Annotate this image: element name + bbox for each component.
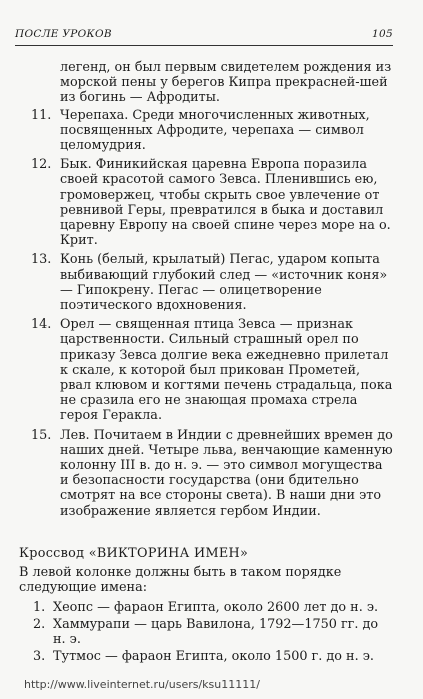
- item-text: Лев. Почитаем в Индии с древнейших времен до наших дней. Четыре льва, венчающие каменную колонну III в. до н. э. — это символ могущества и безопасности государства (они бдительно смотрят на все стороны света). В наши дни это изображение является гербом Индии.: [60, 427, 393, 519]
- item-number: 12.: [31, 157, 52, 173]
- section-heading: Кроссвод «ВИКТОРИНА ИМЕН»: [19, 545, 249, 561]
- answer-text: Хаммурапи — царь Вавилона, 1792—1750 гг. до н. э.: [53, 616, 379, 647]
- answer-text: Тутмос — фараон Египта, около 1500 г. до н. э.: [53, 649, 374, 665]
- section-intro: В левой колонке должны быть в таком порядке следующие имена:: [19, 565, 342, 596]
- header-rule: [15, 45, 393, 46]
- item-number: 11.: [31, 107, 52, 123]
- answer-item: [15, 649, 393, 664]
- item-text: Бык. Финикийская царевна Европа поразила своей красотой самого Зевса. Пленившись ею, громовержец, чтобы скрыть свое увлечение от ревнивой Геры, превратился в быка и доставил царевну Европу на своей спине через море на о. Крит.: [60, 157, 391, 249]
- answer-item: [15, 600, 393, 615]
- answer-item: [15, 617, 393, 647]
- list-item: [15, 252, 393, 313]
- running-title: ПОСЛЕ УРОКОВ: [15, 28, 112, 40]
- list-item: [15, 157, 393, 248]
- answer-number: 3.: [33, 649, 46, 665]
- answer-number: 1.: [33, 599, 46, 615]
- answer-text: Хеопс — фараон Египта, около 2600 лет до н. э.: [53, 599, 379, 615]
- item-text: Орел — священная птица Зевса — признак царственности. Сильный страшный орел по приказу Зевса долгие века ежедневно прилетал к скале, к которой был прикован Прометей, рвал клювом и когтями печень страдальца, пока не сразила его не знающая промаха стрела героя Геракла.: [60, 317, 393, 424]
- source-url-watermark: http://www.liveinternet.ru/users/ksu11111/: [24, 678, 260, 691]
- list-item: [15, 317, 393, 423]
- answer-number: 2.: [33, 616, 46, 632]
- running-header: [15, 28, 393, 44]
- list-item: [15, 108, 393, 154]
- item-number: 14.: [31, 317, 52, 333]
- item-text: Черепаха. Среди многочисленных животных, посвященных Афродите, черепаха — символ целомудрия.: [60, 107, 370, 154]
- list-item: [15, 428, 393, 519]
- page-number: 105: [372, 28, 393, 40]
- continuation-paragraph: легенд, он был первым свидетелем рождения из морской пены у берегов Кипра прекрасней-шей из богинь — Афродиты.: [60, 60, 392, 106]
- item-text: Конь (белый, крылатый) Пегас, ударом копыта выбивающий глубокий след — «источник коня» — Гипокрену. Пегас — олицетворение поэтического вдохновения.: [60, 252, 388, 314]
- item-number: 15.: [31, 427, 52, 443]
- page-body: [15, 60, 393, 666]
- item-number: 13.: [31, 252, 52, 268]
